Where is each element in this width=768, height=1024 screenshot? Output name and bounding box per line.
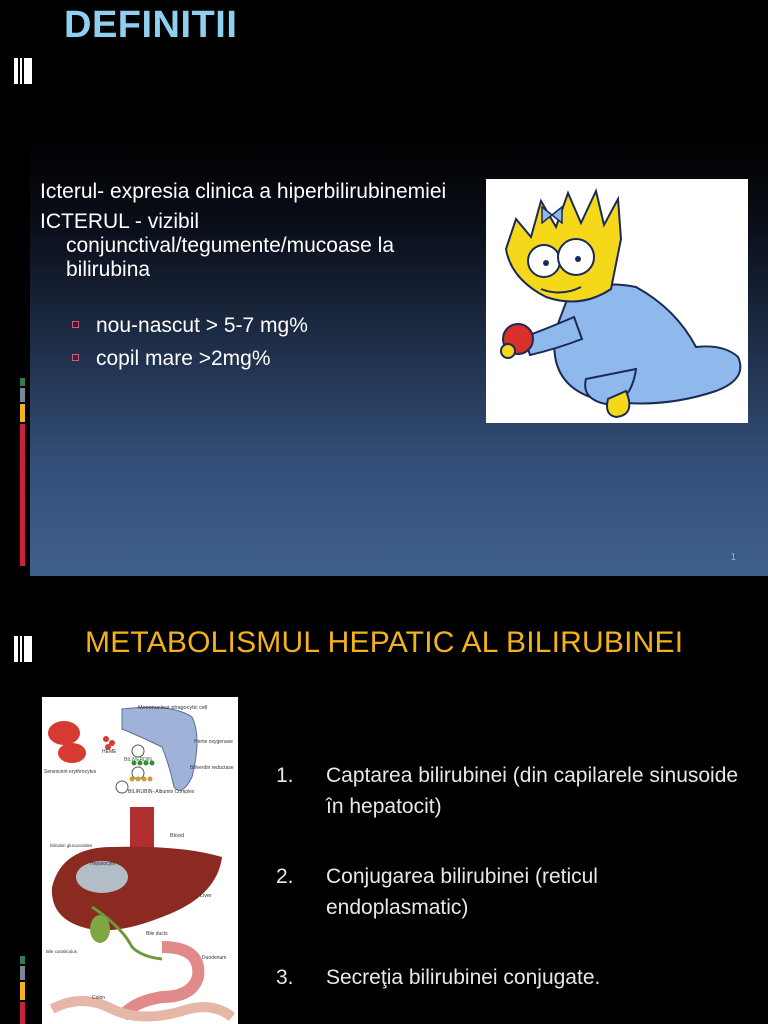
edge-accent xyxy=(20,1002,25,1024)
step-number: 3. xyxy=(276,966,294,989)
slide-metabolism xyxy=(0,576,768,1024)
bullet-square-icon xyxy=(72,321,79,328)
slide-title: DEFINITII xyxy=(64,4,238,46)
list-item xyxy=(276,861,746,923)
diagram-label: Blood xyxy=(170,833,185,839)
diagram-label: Senescent erythrocytes xyxy=(44,769,97,775)
diagram-label: Bile canaliculus xyxy=(46,949,78,954)
edge-accent xyxy=(20,956,25,964)
list-item xyxy=(276,962,746,993)
bilirubin-metabolism-diagram xyxy=(42,697,238,1024)
diagram-label: BILIVERDIN xyxy=(124,757,152,763)
bracket-icon xyxy=(14,636,32,662)
step-text: Conjugarea bilirubinei (reticul endoplasmatic) xyxy=(326,865,598,919)
list-item xyxy=(276,760,746,822)
step-number: 1. xyxy=(276,764,294,787)
metabolism-steps-list xyxy=(276,760,746,1024)
bullet-square-icon xyxy=(72,354,79,361)
diagram-label: HEME xyxy=(102,749,117,755)
diagram-label: Duodenum xyxy=(202,955,227,961)
diagram-label: Hepatocyte xyxy=(90,861,116,867)
edge-accent xyxy=(20,378,25,386)
edge-accent xyxy=(20,982,25,1000)
diagram-label: Biliverdin reductase xyxy=(190,765,234,771)
slide-title: METABOLISMUL HEPATIC AL BILIRUBINEI xyxy=(85,626,684,659)
slide-number: 1 xyxy=(730,552,736,563)
edge-accent xyxy=(20,404,25,422)
definition-paragraph: Icterul- expresia clinica a hiperbilirubinemiei xyxy=(40,180,447,203)
cartoon-baby-image xyxy=(486,179,748,423)
diagram-label: BILIRUBIN- Albumin Complex xyxy=(128,789,195,795)
edge-accent xyxy=(20,424,25,566)
definition-paragraph: ICTERUL - vizibil conjunctival/tegumente/mucoase la bilirubina xyxy=(40,210,395,281)
diagram-label: Liver xyxy=(200,893,212,899)
definition-text xyxy=(40,180,460,380)
bracket-icon xyxy=(14,58,32,84)
list-item: nou-nascut > 5-7 mg% xyxy=(40,314,460,338)
edge-accent xyxy=(20,388,25,402)
step-text: Captarea bilirubinei (din capilarele sinusoide în hepatocit) xyxy=(326,764,739,818)
diagram-label: bilirubin glucuronides xyxy=(50,843,93,848)
step-text: Secreţia bilirubinei conjugate. xyxy=(326,966,601,989)
threshold-list xyxy=(40,314,460,371)
diagram-label: Heme oxygenase xyxy=(194,739,233,745)
diagram-label: Bile ducts xyxy=(146,931,168,937)
left-edge-strip xyxy=(0,0,30,576)
diagram-label: Colon xyxy=(92,995,106,1001)
diagram-label: Mononuclear phagocytic cell xyxy=(138,705,208,711)
step-number: 2. xyxy=(276,865,294,888)
edge-accent xyxy=(20,966,25,980)
list-item: copil mare >2mg% xyxy=(40,347,460,371)
